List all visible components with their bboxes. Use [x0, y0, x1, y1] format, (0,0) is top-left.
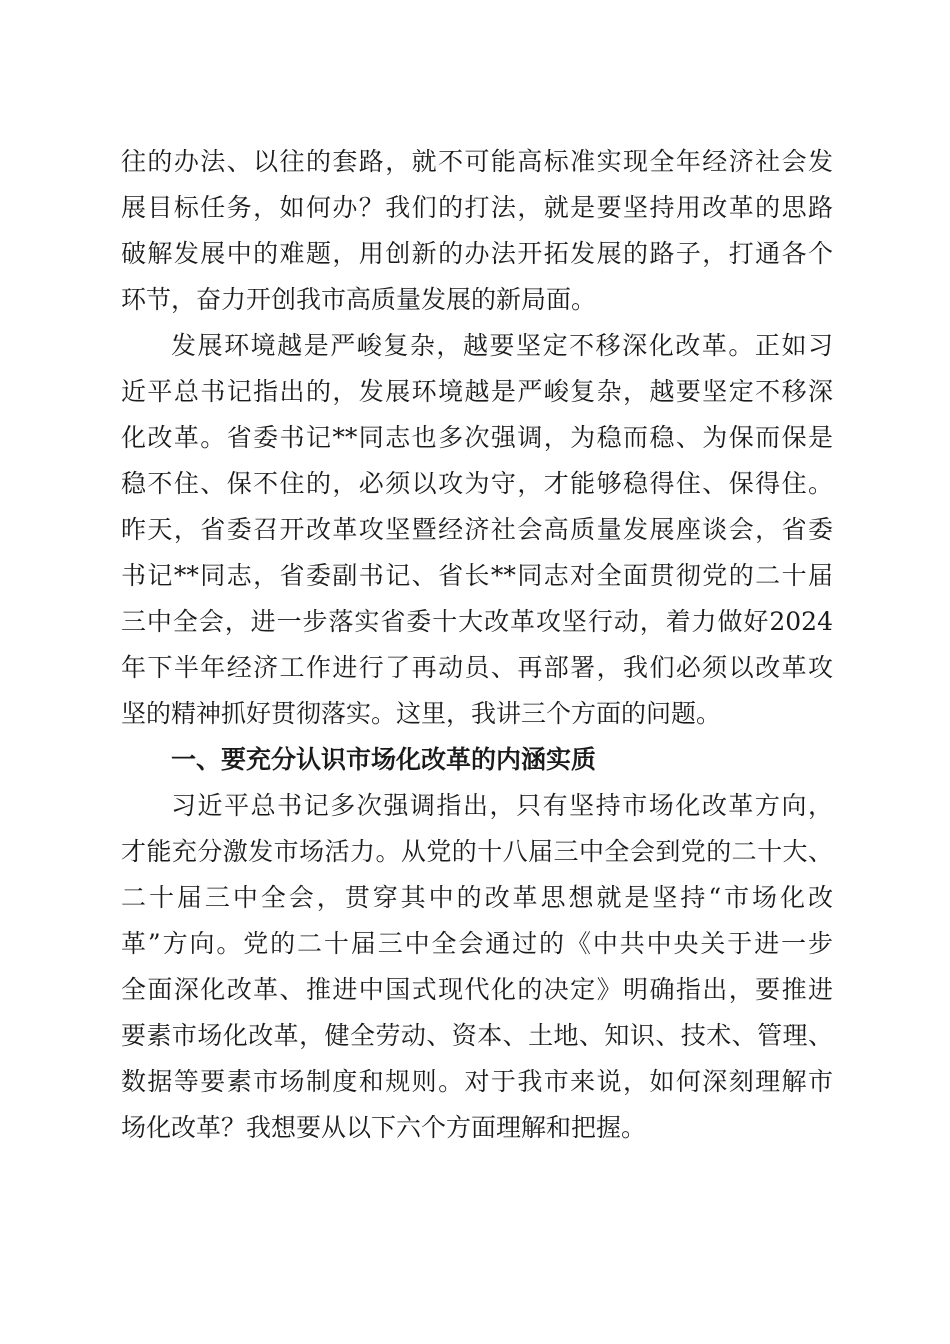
section-heading-1: 一、要充分认识市场化改革的内涵实质: [171, 745, 597, 774]
paragraph-line: 习近平总书记多次强调指出，只有坚持市场化改革方向，: [171, 791, 833, 820]
paragraph-3: [121, 783, 833, 1151]
paragraph-line: 二十届三中全会，贯穿其中的改革思想就是坚持“市场化改: [121, 883, 833, 912]
paragraph-line: 往的办法、以往的套路，就不可能高标准实现全年经济社会发: [121, 147, 833, 176]
paragraph-line: 发展环境越是严峻复杂，越要坚定不移深化改革。正如习: [171, 331, 833, 360]
paragraph-line: 全面深化改革、推进中国式现代化的决定》明确指出，要推进: [121, 975, 833, 1004]
paragraph-1: [121, 139, 833, 323]
paragraph-line: 化改革。省委书记**同志也多次强调，为稳而稳、为保而保是: [121, 423, 833, 452]
paragraph-line: 要素市场化改革，健全劳动、资本、土地、知识、技术、管理、: [121, 1021, 833, 1050]
paragraph-2: [121, 323, 833, 737]
paragraph-line: 才能充分激发市场活力。从党的十八届三中全会到党的二十大、: [121, 837, 833, 866]
paragraph-line: 场化改革？我想要从以下六个方面理解和把握。: [121, 1113, 647, 1142]
paragraph-line: 数据等要素市场制度和规则。对于我市来说，如何深刻理解市: [121, 1067, 833, 1096]
paragraph-line: 坚的精神抓好贯彻落实。这里，我讲三个方面的问题。: [121, 699, 722, 728]
paragraph-line: 展目标任务，如何办？我们的打法，就是要坚持用改革的思路: [121, 193, 833, 222]
paragraph-line: 昨天，省委召开改革攻坚暨经济社会高质量发展座谈会，省委: [121, 515, 833, 544]
document-body: [121, 139, 833, 1151]
paragraph-line: 近平总书记指出的，发展环境越是严峻复杂，越要坚定不移深: [121, 377, 833, 406]
paragraph-line: 年下半年经济工作进行了再动员、再部署，我们必须以改革攻: [121, 653, 833, 682]
paragraph-line: 稳不住、保不住的，必须以攻为守，才能够稳得住、保得住。: [121, 469, 833, 498]
paragraph-line: 环节，奋力开创我市高质量发展的新局面。: [121, 285, 597, 314]
paragraph-line: 三中全会，进一步落实省委十大改革攻坚行动，着力做好2024: [121, 607, 833, 636]
paragraph-line: 书记**同志，省委副书记、省长**同志对全面贯彻党的二十届: [121, 561, 833, 590]
paragraph-line: 革”方向。党的二十届三中全会通过的《中共中央关于进一步: [121, 929, 833, 958]
paragraph-line: 破解发展中的难题，用创新的办法开拓发展的路子，打通各个: [121, 239, 833, 268]
